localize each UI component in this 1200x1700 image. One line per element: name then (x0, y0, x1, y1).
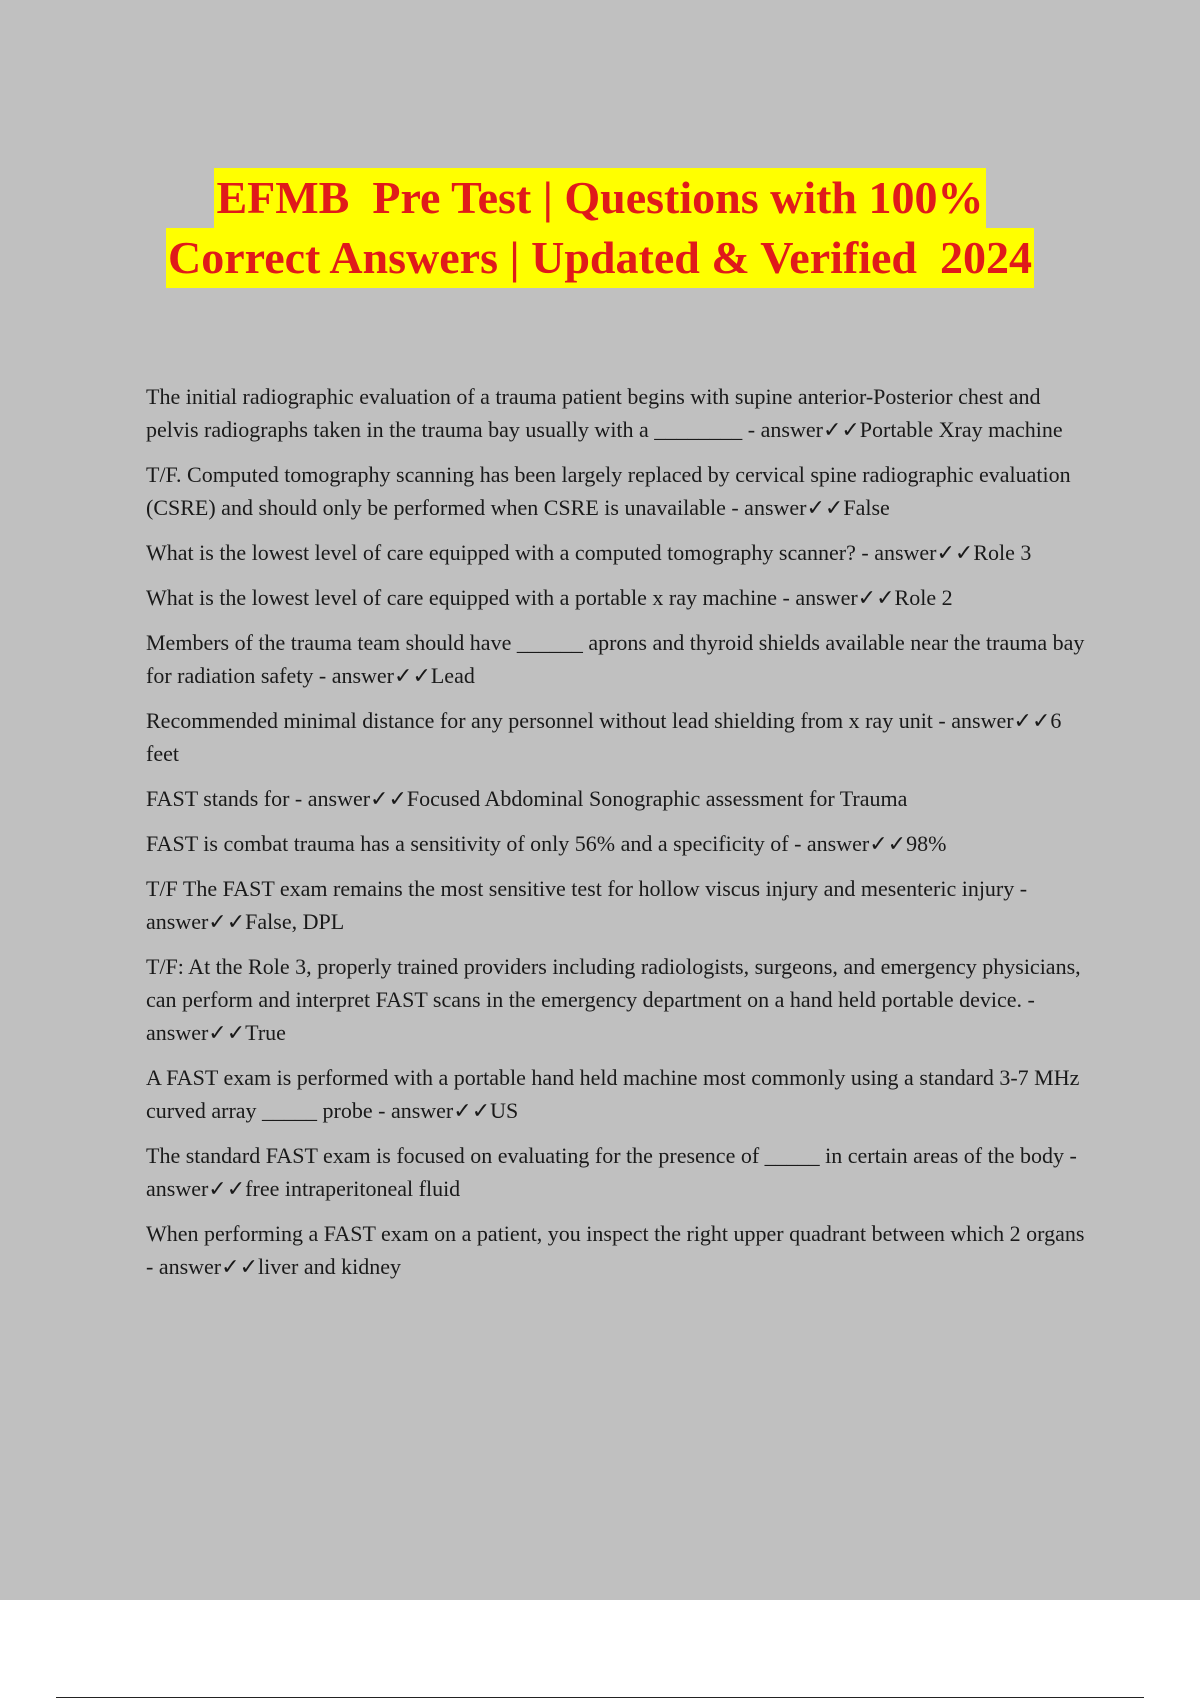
qa-item: T/F. Computed tomography scanning has been largely replaced by cervical spine radiographic evaluation (CSRE) and should only be performed when CSRE is unavailable - answer✓✓False (146, 462, 1071, 520)
qa-item: Members of the trauma team should have ______ aprons and thyroid shields available near the trauma bay for radiation safety - answer✓✓Lead (146, 630, 1085, 688)
document-title (0, 168, 1200, 288)
qa-item: What is the lowest level of care equipped with a computed tomography scanner? - answer✓✓Role 3 (146, 540, 1032, 565)
qa-item: T/F The FAST exam remains the most sensitive test for hollow viscus injury and mesenteric injury - answer✓✓False, DPL (146, 876, 1028, 934)
qa-item: A FAST exam is performed with a portable hand held machine most commonly using a standard 3-7 MHz curved array _____ probe - answer✓✓US (146, 1065, 1080, 1123)
qa-item: FAST is combat trauma has a sensitivity of only 56% and a specificity of - answer✓✓98% (146, 831, 947, 856)
qa-item: T/F: At the Role 3, properly trained providers including radiologists, surgeons, and emergency physicians, can perform and interpret FAST scans in the emergency department on a hand held portable device. - answer✓✓True (146, 954, 1081, 1045)
qa-item: When performing a FAST exam on a patient, you inspect the right upper quadrant between which 2 organs - answer✓✓liver and kidney (146, 1221, 1085, 1279)
question-answer-list (146, 380, 1096, 1295)
footer-divider (56, 1697, 1144, 1698)
qa-item: FAST stands for - answer✓✓Focused Abdominal Sonographic assessment for Trauma (146, 786, 908, 811)
title-line-2: Correct Answers | Updated & Verified 2024 (166, 228, 1034, 288)
qa-item: The initial radiographic evaluation of a trauma patient begins with supine anterior-Posterior chest and pelvis radiographs taken in the trauma bay usually with a ________ - answer✓✓Portable Xray machine (146, 384, 1063, 442)
qa-item: The standard FAST exam is focused on evaluating for the presence of _____ in certain areas of the body - answer✓✓free intraperitoneal fluid (146, 1143, 1077, 1201)
qa-item: Recommended minimal distance for any personnel without lead shielding from x ray unit - answer✓✓6 feet (146, 708, 1062, 766)
qa-item: What is the lowest level of care equipped with a portable x ray machine - answer✓✓Role 2 (146, 585, 953, 610)
title-line-1: EFMB Pre Test | Questions with 100% (214, 168, 985, 228)
